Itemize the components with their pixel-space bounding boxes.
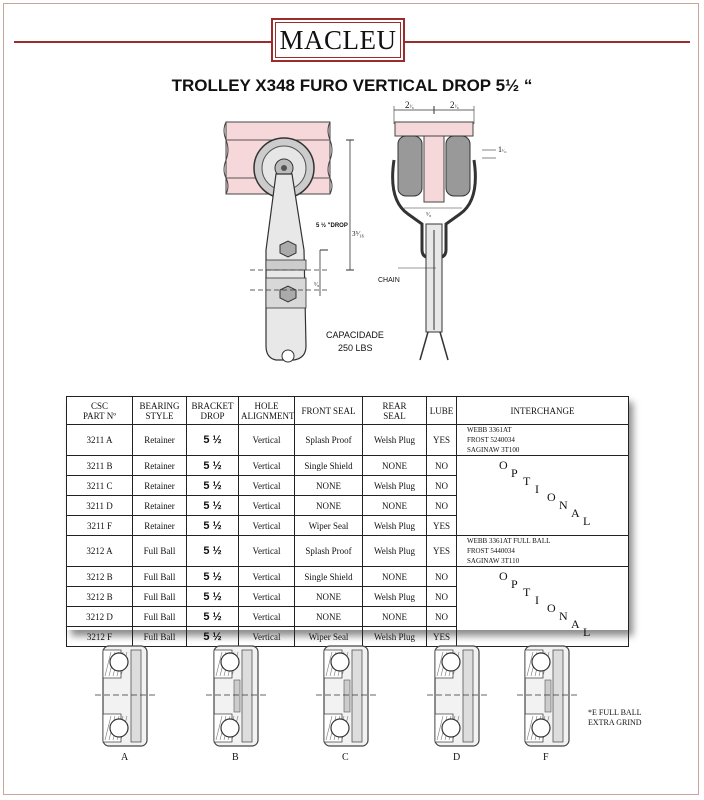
interchange-line: FROST 5440034 — [467, 547, 515, 555]
front-seal-cell: Splash Proof — [295, 425, 363, 456]
bearing-a — [95, 646, 155, 746]
wheel-front-right — [446, 136, 470, 196]
bearing-label-a: A — [121, 752, 129, 763]
rear-seal-cell: Welsh Plug — [363, 516, 427, 536]
optional-letter: P — [511, 466, 518, 480]
style-cell: Full Ball — [133, 627, 187, 647]
table-row — [67, 456, 629, 476]
rear-seal-cell: NONE — [363, 607, 427, 627]
bottom-dim: ⁵⁄₈ — [314, 282, 320, 288]
ball-bottom — [331, 719, 349, 737]
interchange-line: FROST 5240034 — [467, 436, 515, 444]
part-cell: 3211 A — [67, 425, 133, 456]
rear-seal-cell: Welsh Plug — [363, 476, 427, 496]
front-seal-cell: Splash Proof — [295, 536, 363, 567]
interchange-line: SAGINAW 3T110 — [467, 557, 520, 565]
lube-cell: NO — [427, 567, 457, 587]
optional-letter: O — [547, 490, 556, 504]
bearing-race — [463, 650, 473, 742]
drop-cell: 5 ½ — [187, 516, 239, 536]
drop-cell: 5 ½ — [187, 476, 239, 496]
style-cell: Retainer — [133, 456, 187, 476]
interchange-line: WEBB 3361AT FULL BALL — [467, 537, 551, 545]
optional-letter: O — [499, 569, 508, 583]
table-row — [67, 567, 629, 587]
align-cell: Vertical — [239, 496, 295, 516]
align-cell: Vertical — [239, 607, 295, 627]
style-cell: Retainer — [133, 516, 187, 536]
note-line-1: *E FULL BALL — [588, 708, 642, 717]
optional-letter: N — [559, 609, 568, 623]
optional-letter: T — [523, 585, 531, 599]
align-cell: Vertical — [239, 456, 295, 476]
rear-seal-cell: Welsh Plug — [363, 536, 427, 567]
front-seal-cell: Wiper Seal — [295, 516, 363, 536]
lube-cell: YES — [427, 425, 457, 456]
interchange-line: SAGINAW 3T100 — [467, 446, 520, 454]
brand-logo — [271, 18, 405, 62]
align-cell: Vertical — [239, 516, 295, 536]
style-cell: Full Ball — [133, 567, 187, 587]
part-cell: 3212 D — [67, 607, 133, 627]
interchange-line: WEBB 3361AT — [467, 426, 512, 434]
capacity-label: CAPACIDADE — [326, 330, 384, 340]
front-seal-cell: NONE — [295, 607, 363, 627]
part-cell: 3212 B — [67, 587, 133, 607]
rear-seal-cell: NONE — [363, 567, 427, 587]
height-label: 3⁵⁄₁₆ — [352, 230, 364, 238]
rear-seal-cell: Welsh Plug — [363, 425, 427, 456]
style-cell: Retainer — [133, 496, 187, 516]
part-cell: 3212 F — [67, 627, 133, 647]
seal-insert — [545, 680, 551, 712]
front-seal-cell: NONE — [295, 476, 363, 496]
optional-letter: T — [523, 474, 531, 488]
page-title: TROLLEY X348 FURO VERTICAL DROP 5½ “ — [171, 76, 533, 95]
dim-right: 2¹⁄₈ — [450, 100, 459, 110]
align-cell: Vertical — [239, 587, 295, 607]
spec-table — [66, 396, 628, 643]
optional-letter: I — [535, 482, 539, 496]
ball-top — [331, 653, 349, 671]
lube-cell: YES — [427, 627, 457, 647]
style-cell: Full Ball — [133, 587, 187, 607]
bearing-c — [316, 646, 376, 746]
bearing-f — [517, 646, 577, 746]
style-cell: Retainer — [133, 425, 187, 456]
front-seal-cell: Wiper Seal — [295, 627, 363, 647]
optional-letter: P — [511, 577, 518, 591]
trolley-diagram — [200, 100, 520, 390]
optional-letter: A — [571, 506, 580, 520]
bearing-label-b: B — [232, 752, 239, 763]
align-cell: Vertical — [239, 536, 295, 567]
lube-cell: NO — [427, 476, 457, 496]
dim-left: 2¹⁄₈ — [405, 100, 414, 110]
part-cell: 3211 C — [67, 476, 133, 496]
optional-cell — [457, 456, 629, 536]
front-seal-cell: Single Shield — [295, 456, 363, 476]
optional-letter: N — [559, 498, 568, 512]
front-seal-cell: NONE — [295, 587, 363, 607]
bearing-race — [242, 650, 252, 742]
lube-cell: NO — [427, 607, 457, 627]
drop-cell: 5 ½ — [187, 456, 239, 476]
header-drop: BRACKET DROP — [187, 397, 239, 425]
chain-label: CHAIN — [378, 277, 400, 284]
nut-top — [280, 241, 296, 257]
brand-name: MACLEU — [275, 22, 401, 58]
header-interchange: INTERCHANGE — [457, 397, 629, 425]
small-dim: ⁵⁄₈ — [426, 212, 432, 218]
interchange-cell — [457, 536, 629, 567]
header-lube: LUBE — [427, 397, 457, 425]
header-rule-left — [14, 41, 271, 43]
drop-cell: 5 ½ — [187, 607, 239, 627]
bearing-race — [553, 650, 563, 742]
optional-letter: I — [535, 593, 539, 607]
rear-seal-cell: Welsh Plug — [363, 587, 427, 607]
part-cell: 3212 B — [67, 567, 133, 587]
optional-cell — [457, 567, 629, 647]
align-cell: Vertical — [239, 476, 295, 496]
drop-cell: 5 ½ — [187, 567, 239, 587]
dim-side: 1¹⁄₁₆ — [498, 145, 507, 154]
lube-cell: NO — [427, 496, 457, 516]
bearing-label-d: D — [453, 752, 461, 763]
ball-top — [110, 653, 128, 671]
ball-bottom — [532, 719, 550, 737]
bearing-label-c: C — [342, 752, 349, 763]
align-cell: Vertical — [239, 425, 295, 456]
full-ball-note — [588, 708, 642, 728]
lube-cell: YES — [427, 516, 457, 536]
header-rear: REAR SEAL — [363, 397, 427, 425]
optional-letter: L — [583, 514, 591, 528]
interchange-cell — [457, 425, 629, 456]
ball-bottom — [221, 719, 239, 737]
bearing-label-f: F — [543, 752, 549, 763]
ball-top — [221, 653, 239, 671]
header-rule-right — [405, 41, 690, 43]
rear-seal-cell: Welsh Plug — [363, 627, 427, 647]
header-style: BEARING STYLE — [133, 397, 187, 425]
drop-cell: 5 ½ — [187, 496, 239, 516]
bearing-race — [352, 650, 362, 742]
lube-cell: NO — [427, 587, 457, 607]
bearing-d — [427, 646, 487, 746]
rear-seal-cell: NONE — [363, 456, 427, 476]
align-cell: Vertical — [239, 567, 295, 587]
header-front: FRONT SEAL — [295, 397, 363, 425]
optional-letter: O — [499, 458, 508, 472]
table-header — [67, 397, 629, 425]
rear-seal-cell: NONE — [363, 496, 427, 516]
seal-insert — [234, 680, 240, 712]
drop-cell: 5 ½ — [187, 587, 239, 607]
drop-cell: 5 ½ — [187, 627, 239, 647]
front-seal-cell: Single Shield — [295, 567, 363, 587]
style-cell: Retainer — [133, 476, 187, 496]
style-cell: Full Ball — [133, 536, 187, 567]
optional-letter: A — [571, 617, 580, 631]
beam-front-flange — [395, 122, 473, 136]
ball-bottom — [442, 719, 460, 737]
part-cell: 3212 A — [67, 536, 133, 567]
optional-letter: L — [583, 625, 591, 639]
part-cell: 3211 F — [67, 516, 133, 536]
ball-bottom — [110, 719, 128, 737]
drop-cell: 5 ½ — [187, 425, 239, 456]
ball-top — [442, 653, 460, 671]
seal-insert — [344, 680, 350, 712]
note-line-2: EXTRA GRIND — [588, 718, 642, 727]
header-part: CSC PART Nº — [67, 397, 133, 425]
bearing-race — [131, 650, 141, 742]
front-seal-cell: NONE — [295, 496, 363, 516]
style-cell: Full Ball — [133, 607, 187, 627]
part-cell: 3211 D — [67, 496, 133, 516]
wheel-front-left — [398, 136, 422, 196]
part-cell: 3211 B — [67, 456, 133, 476]
table-row — [67, 425, 629, 456]
header-align: HOLE ALIGNMENT — [239, 397, 295, 425]
ball-top — [532, 653, 550, 671]
lube-cell: YES — [427, 536, 457, 567]
lube-cell: NO — [427, 456, 457, 476]
optional-letter: O — [547, 601, 556, 615]
capacity-value: 250 LBS — [338, 343, 373, 353]
table-row — [67, 536, 629, 567]
bearing-b — [206, 646, 266, 746]
drop-cell: 5 ½ — [187, 536, 239, 567]
align-cell: Vertical — [239, 627, 295, 647]
nut-bottom — [280, 286, 296, 302]
drop-label: 5 ½ "DROP — [316, 223, 348, 229]
